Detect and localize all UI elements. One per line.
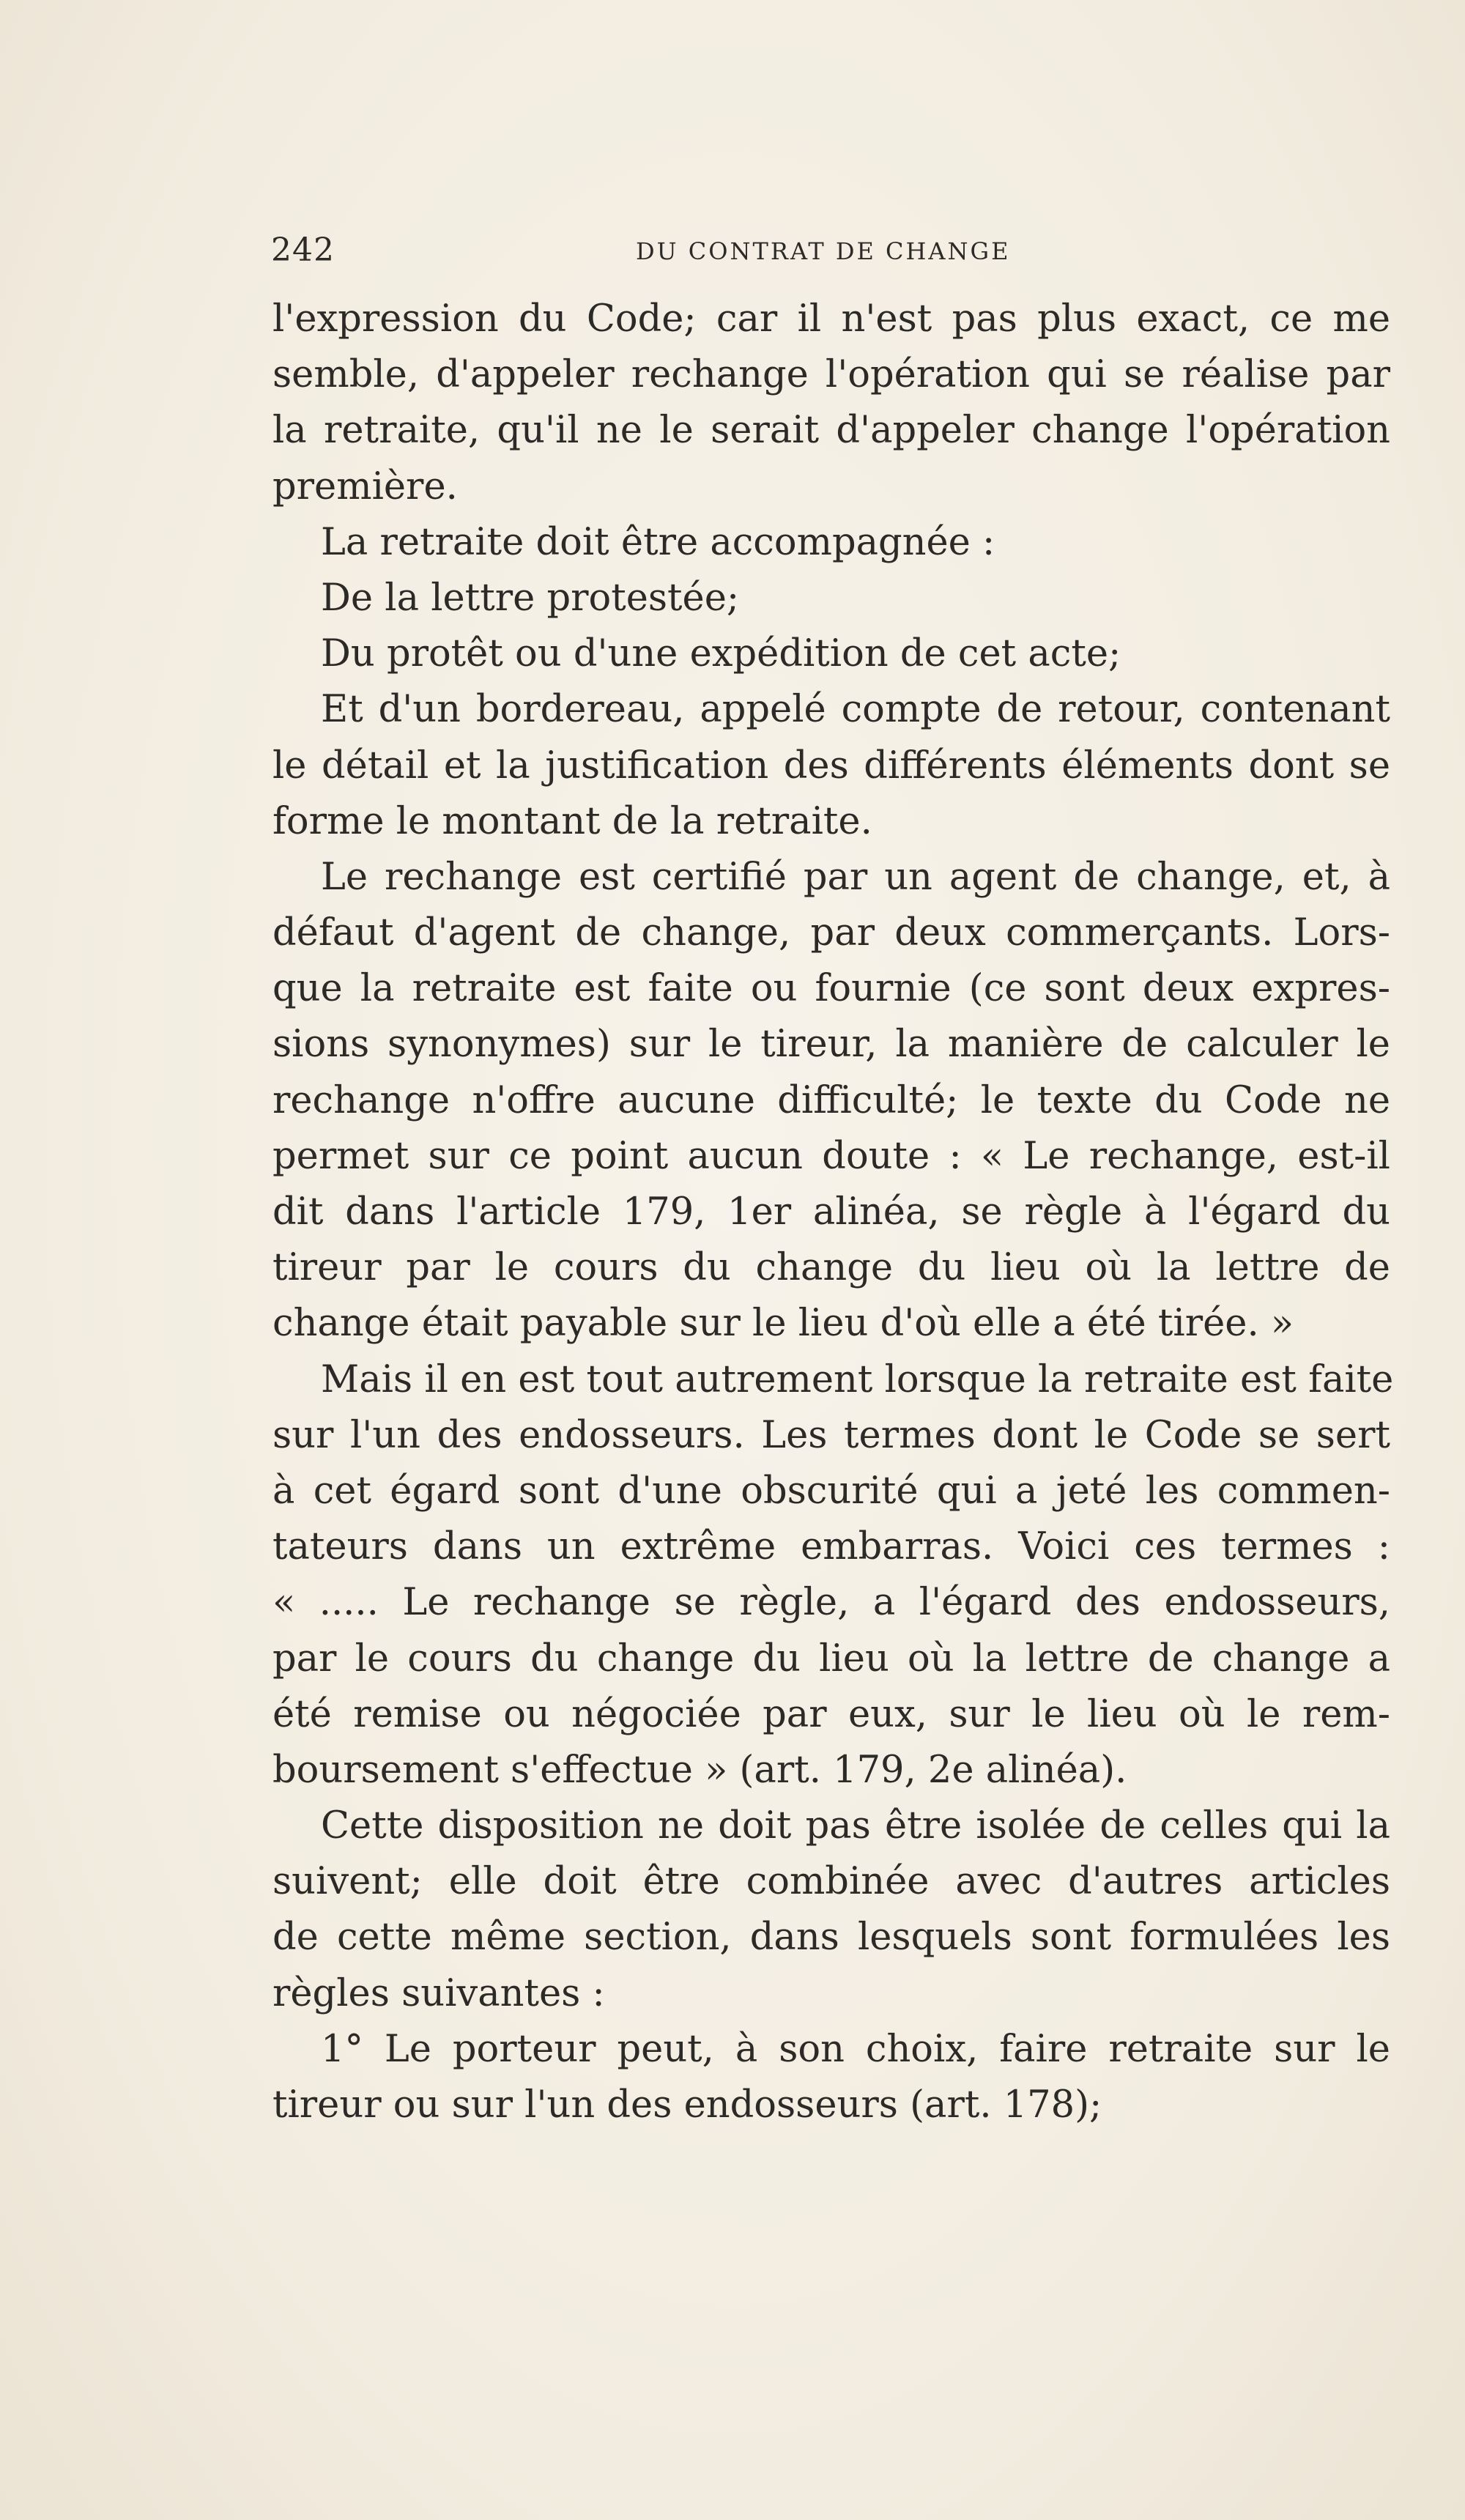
text-line: sions synonymes) sur le tireur, la manière de calculer le xyxy=(272,1023,1390,1067)
page-header xyxy=(271,229,1392,273)
text-line: de cette même section, dans lesquels sont formulées les xyxy=(272,1916,1390,1960)
text-line: De la lettre protestée; xyxy=(321,576,740,620)
text-line: été remise ou négociée par eux, sur le lieu où le rem- xyxy=(272,1692,1390,1736)
text-line: rechange n'offre aucune difficulté; le texte du Code ne xyxy=(272,1078,1390,1122)
page-number: 242 xyxy=(271,231,335,269)
text-line: que la retraite est faite ou fournie (ce sont deux expres- xyxy=(272,967,1390,1011)
body-text xyxy=(272,292,1394,2133)
running-title: DU CONTRAT DE CHANGE xyxy=(636,237,1011,265)
text-line: règles suivantes : xyxy=(272,1971,605,2015)
text-line: Mais il en est tout autrement lorsque la retraite est faite xyxy=(321,1357,1394,1401)
text-line: tireur par le cours du change du lieu où la lettre de xyxy=(272,1246,1390,1290)
text-line: permet sur ce point aucun doute : « Le rechange, est-il xyxy=(272,1134,1390,1178)
text-line: l'expression du Code; car il n'est pas plus exact, ce me xyxy=(272,297,1390,341)
text-line: Le rechange est certifié par un agent de change, et, à xyxy=(321,855,1390,899)
text-line: forme le montant de la retraite. xyxy=(272,799,872,843)
text-line: la retraite, qu'il ne le serait d'appeler change l'opération xyxy=(272,409,1390,453)
text-line: défaut d'agent de change, par deux commerçants. Lors- xyxy=(272,911,1390,955)
text-line: sur l'un des endosseurs. Les termes dont le Code se sert xyxy=(272,1413,1390,1457)
text-line: à cet égard sont d'une obscurité qui a jeté les commen- xyxy=(272,1469,1390,1513)
text-line: boursement s'effectue » (art. 179, 2e alinéa). xyxy=(272,1748,1127,1792)
text-line: Du protêt ou d'une expédition de cet acte; xyxy=(321,632,1121,676)
text-line: dit dans l'article 179, 1er alinéa, se règle à l'égard du xyxy=(272,1190,1390,1234)
text-line: tireur ou sur l'un des endosseurs (art. 178); xyxy=(272,2083,1102,2127)
text-line: « ..... Le rechange se règle, a l'égard des endosseurs, xyxy=(272,1581,1390,1625)
text-line: par le cours du change du lieu où la lettre de change a xyxy=(272,1637,1390,1680)
text-line: suivent; elle doit être combinée avec d'autres articles xyxy=(272,1860,1390,1904)
text-line: change était payable sur le lieu d'où elle a été tirée. » xyxy=(272,1302,1294,1346)
text-line: première. xyxy=(272,464,458,508)
text-line: Et d'un bordereau, appelé compte de retour, contenant xyxy=(321,688,1390,732)
text-line: tateurs dans un extrême embarras. Voici ces termes : xyxy=(272,1525,1390,1569)
text-line: semble, d'appeler rechange l'opération qui se réalise par xyxy=(272,353,1390,397)
text-line: le détail et la justification des différents éléments dont se xyxy=(272,744,1390,788)
text-line: La retraite doit être accompagnée : xyxy=(321,520,995,564)
text-line: Cette disposition ne doit pas être isolée de celles qui la xyxy=(321,1804,1390,1848)
text-line: 1° Le porteur peut, à son choix, faire retraite sur le xyxy=(321,2027,1390,2071)
